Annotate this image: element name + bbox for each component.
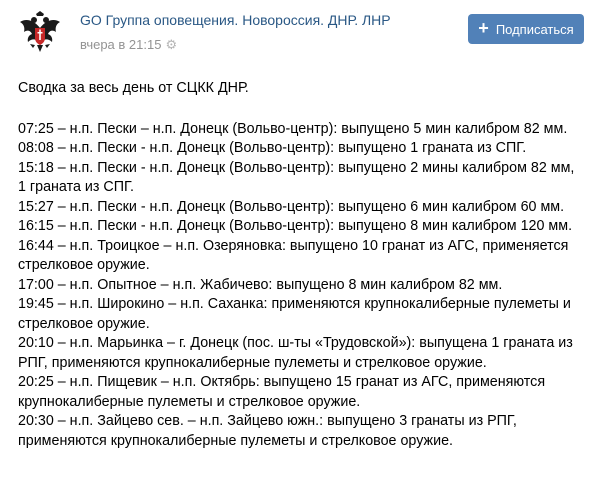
post-time[interactable]: вчера в 21:15 xyxy=(80,36,162,52)
subscribe-label: Подписаться xyxy=(495,21,574,37)
post-line: стрелковое оружие. xyxy=(18,315,150,332)
gear-icon[interactable]: ⚙ xyxy=(165,36,178,52)
post-line: 17:00 – н.п. Опытное – н.п. Жабичево: выпущено 8 мин калибром 82 мм. xyxy=(18,276,503,293)
post-line: 15:27 – н.п. Пески - н.п. Донецк (Вольво-центр): выпущено 6 мин калибром 60 мм. xyxy=(18,198,565,215)
post-line: 20:30 – н.п. Зайцево сев. – н.п. Зайцево южн.: выпущено 3 гранаты из РПГ, xyxy=(18,413,517,429)
post-line: 1 граната из СПГ. xyxy=(18,179,134,195)
post-line: крупнокалиберные пулеметы и стрелковое оружие. xyxy=(18,393,361,410)
post-line: 20:25 – н.п. Пищевик – н.п. Октябрь: выпущено 15 гранат из АГС, применяются xyxy=(18,374,546,390)
post-meta xyxy=(80,36,177,52)
subscribe-button[interactable] xyxy=(468,14,584,44)
double-headed-eagle-icon xyxy=(16,8,64,56)
plus-icon: + xyxy=(478,18,489,38)
post-line: стрелковое оружие. xyxy=(18,257,150,273)
post-line: 16:15 – н.п. Пески - н.п. Донецк (Вольво-центр): выпущено 8 мин калибром 120 мм. xyxy=(18,218,573,234)
post-text xyxy=(18,79,588,451)
post-line: РПГ, применяются крупнокалиберные пулеметы и стрелковое оружие. xyxy=(18,354,487,371)
post-line: 20:10 – н.п. Марьинка – г. Донецк (пос. ш-ты «Трудовской»): выпущена 1 граната из xyxy=(18,335,573,351)
group-name-link[interactable]: GO Группа оповещения. Новороссия. ДНР. ЛНР xyxy=(80,12,391,28)
post-line: 15:18 – н.п. Пески - н.п. Донецк (Вольво-центр): выпущено 2 мины калибром 82 мм, xyxy=(18,159,575,176)
post-title: Сводка за весь день от СЦКК ДНР. xyxy=(18,80,249,96)
post-header xyxy=(0,0,600,60)
post-line: 19:45 – н.п. Широкино – н.п. Саханка: применяются крупнокалиберные пулеметы и xyxy=(18,296,571,312)
post-line: 08:08 – н.п. Пески - н.п. Донецк (Вольво-центр): выпущено 1 граната из СПГ. xyxy=(18,140,527,156)
post-line: 07:25 – н.п. Пески – н.п. Донецк (Вольво-центр): выпущено 5 мин калибром 82 мм. xyxy=(18,120,568,137)
group-avatar[interactable] xyxy=(16,8,64,56)
post-line: 16:44 – н.п. Троицкое – н.п. Озеряновка: выпущено 10 гранат из АГС, применяется xyxy=(18,237,569,254)
post-line: применяются крупнокалиберные пулеметы и стрелковое оружие. xyxy=(18,432,454,449)
